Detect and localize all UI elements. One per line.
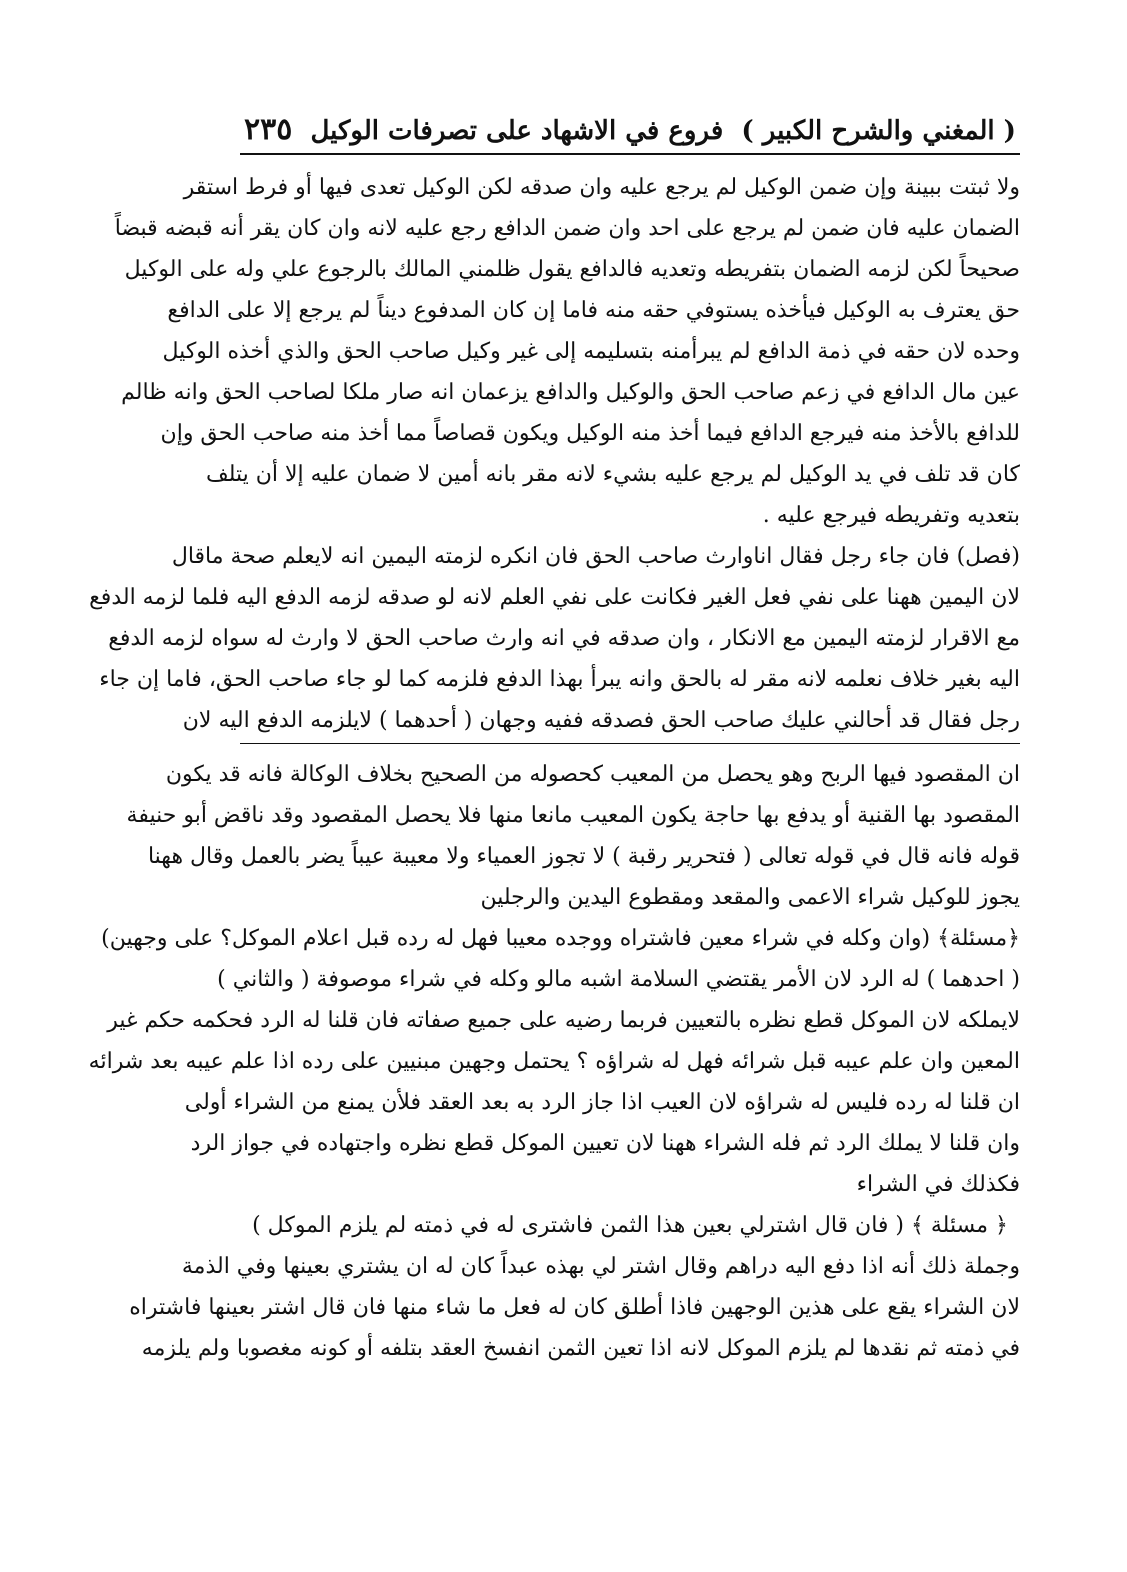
text-line: ولا ثبتت ببينة وإن ضمن الوكيل لم يرجع عليه وان صدقه لكن الوكيل تعدى فيها أو فرط استقر (183, 175, 1020, 200)
header-rule (240, 153, 1020, 155)
book-page (88, 112, 1020, 1369)
text-line: للدافع بالأخذ منه فيرجع الدافع فيما أخذ منه الوكيل ويكون قصاصاً مما أخذ منه صاحب الحق وإن (160, 421, 1020, 446)
text-line: كان قد تلف في يد الوكيل لم يرجع عليه بشيء لانه مقر بانه أمين لا ضمان عليه إلا أن يتلف (205, 462, 1020, 487)
text-line: لان اليمين ههنا على نفي فعل الغير فكانت على نفي العلم لانه لو صدقه لزمه الدفع اليه فلما لزمه الدفع (89, 585, 1020, 610)
text-line: صحيحاً لكن لزمه الضمان بتفريطه وتعديه فالدافع يقول ظلمني المالك بالرجوع علي وله على الوكيل (124, 257, 1020, 282)
book-title: ( المغني والشرح الكبير ) (741, 116, 1016, 146)
text-line: المعين وان علم عيبه قبل شرائه فهل له شراؤه ؟ يحتمل وجهين مبنيين على رده اذا علم عيبه بعد شرائه (88, 1049, 1020, 1074)
text-line: وان قلنا لا يملك الرد ثم فله الشراء ههنا لان تعيين الموكل قطع نظره واجتهاده في جواز الرد (190, 1131, 1020, 1156)
text-line: وجملة ذلك أنه اذا دفع اليه دراهم وقال اشتر لي بهذه عبداً كان له ان يشتري بعينها وفي الذمة (181, 1254, 1020, 1279)
text-line: لان الشراء يقع على هذين الوجهين فاذا أطلق كان له فعل ما شاء منها فان قال اشتر بعينها فاشتراه (129, 1295, 1020, 1320)
masala-heading: ﴿ مسئلة ﴾ ( فان قال اشترلي بعين هذا الثمن فاشترى له في ذمته لم يلزم الموكل ) (252, 1213, 1008, 1238)
masala-heading: ﴿مسئلة﴾ (وان وكله في شراء معين فاشتراه ووجده معيبا فهل له رده قبل اعلام الموكل؟ على وجهين) (101, 926, 1020, 951)
text-line: ان قلنا له رده فليس له شراؤه لان العيب اذا جاز الرد به بعد العقد فلأن يمنع من الشراء أولى (184, 1090, 1020, 1115)
text-line: المقصود بها القنية أو يدفع بها حاجة يكون المعيب مانعا منها فلا يحصل المقصود وقد ناقض أبو حنيفة (126, 803, 1020, 828)
text-line: ان المقصود فيها الربح وهو يحصل من المعيب كحصوله من الصحيح بخلاف الوكالة فانه قد يكون (165, 762, 1020, 787)
text-line: فكذلك في الشراء (856, 1172, 1020, 1197)
text-line: بتعديه وتفريطه فيرجع عليه . (762, 503, 1020, 528)
text-line: وحده لان حقه في ذمة الدافع لم يبرأمنه بتسليمه إلى غير وكيل صاحب الحق والذي أخذه الوكيل (162, 339, 1020, 364)
text-line: حق يعترف به الوكيل فيأخذه يستوفي حقه منه فاما إن كان المدفوع ديناً لم يرجع إلا على الدافع (167, 298, 1020, 323)
text-line: لايملكه لان الموكل قطع نظره بالتعيين فربما رضيه على جميع صفاته فان قلنا له الرد فحكمه حكم غير (107, 1008, 1020, 1033)
text-line: يجوز للوكيل شراء الاعمى والمقعد ومقطوع اليدين والرجلين (480, 885, 1020, 910)
text-line: اليه بغير خلاف نعلمه لانه مقر له بالحق وانه يبرأ بهذا الدفع فلزمه كما لو جاء صاحب الحق، فاما إن جاء (99, 667, 1020, 692)
text-line: في ذمته ثم نقدها لم يلزم الموكل لانه اذا تعين الثمن انفسخ العقد بتلفه أو كونه مغصوبا ولم يلزمه (141, 1336, 1020, 1361)
main-text-block (89, 167, 1020, 741)
section-title: فروع في الاشهاد على تصرفات الوكيل (310, 116, 724, 146)
text-line: قوله فانه قال في قوله تعالى ( فتحرير رقبة ) لا تجوز العمياء ولا معيبة عيباً يضر بالعمل وقال ههنا (147, 844, 1020, 869)
text-line: عين مال الدافع في زعم صاحب الحق والوكيل والدافع يزعمان انه صار ملكا لصاحب الحق وانه ظالم (121, 380, 1020, 405)
text-line: مع الاقرار لزمته اليمين مع الانكار ، وان صدقه في انه وارث صاحب الحق لا وارث له سواه لزمه الدفع (108, 626, 1020, 651)
section-divider (240, 743, 1020, 744)
text-line: الضمان عليه فان ضمن لم يرجع على احد وان ضمن الدافع رجع عليه لانه وان كان يقر أنه قبضه قبضاً (114, 216, 1020, 241)
text-line: ( احدهما ) له الرد لان الأمر يقتضي السلامة اشبه مالو وكله في شراء موصوفة ( والثاني ) (217, 967, 1020, 992)
text-line: (فصل) فان جاء رجل فقال اناوارث صاحب الحق فان انكره لزمته اليمين انه لايعلم صحة ماقال (171, 544, 1020, 569)
text-line: رجل فقال قد أحالني عليك صاحب الحق فصدقه ففيه وجهان ( أحدهما ) لايلزمه الدفع اليه لان (182, 708, 1020, 733)
commentary-text-block (88, 754, 1020, 1369)
page-header (240, 112, 1020, 153)
page-number: ٢٣٥ (244, 112, 293, 147)
